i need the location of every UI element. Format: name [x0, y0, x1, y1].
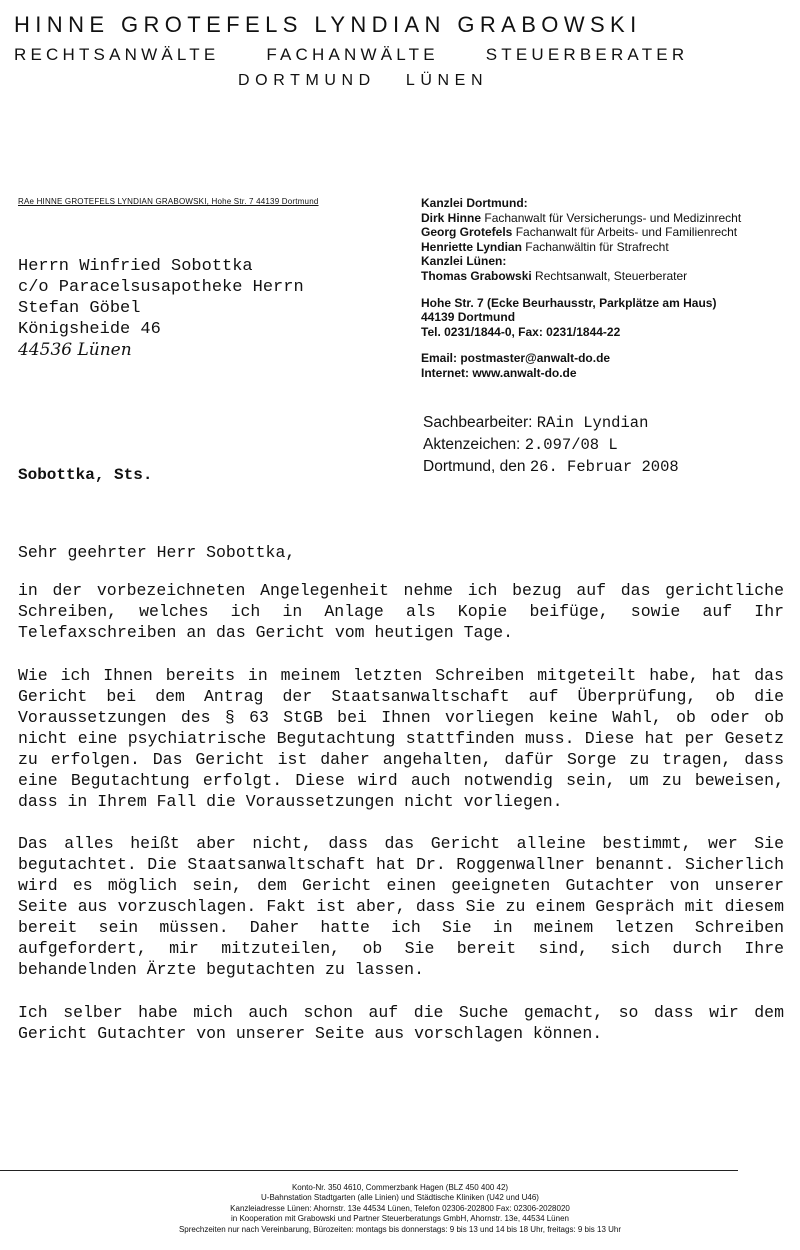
file-number-line: [423, 434, 679, 456]
footer-divider: [0, 1170, 738, 1171]
handwritten-postcode-city: 44536 Lünen: [18, 340, 132, 360]
lawyer-entry: [421, 225, 741, 240]
recipient-line: c/o Paracelsusapotheke Herrn: [18, 278, 304, 297]
lawyer-entry: [421, 240, 741, 255]
lawyer-title: Rechtsanwalt, Steuerberater: [535, 268, 688, 283]
lawyer-title: Fachanwalt für Arbeits- und Familienrecht: [515, 225, 738, 240]
footer-bank-line: Konto-Nr. 350 4610, Commerzbank Hagen (BLZ 450 400 42): [291, 1183, 509, 1192]
subject-line: Sobottka, Sts.: [18, 466, 153, 484]
office-internet: Internet: www.anwalt-do.de: [421, 365, 577, 380]
file-number-label: Aktenzeichen:: [423, 436, 521, 453]
lawyer-name: Henriette Lyndian: [421, 239, 522, 254]
footer-cooperation-line: in Kooperation mit Grabowski und Partner Steuerberatungs GmbH, Ahornstr. 13e, 44534 Lünen: [231, 1214, 569, 1224]
office-dortmund-heading: Kanzlei Dortmund:: [421, 196, 528, 210]
recipient-line: Herrn Winfried Sobottka: [18, 257, 253, 276]
date-value: 26. Februar 2008: [529, 458, 679, 476]
footer: [0, 1183, 800, 1235]
footer-hours-line: Sprechzeiten nur nach Vereinbarung, Bürozeiten: montags bis donnerstags: 9 bis 13 und 14 bis 18 Uhr, freitags: 9 bis 13 Uhr: [178, 1224, 622, 1234]
salutation: Sehr geehrter Herr Sobottka,: [18, 543, 296, 562]
file-number-value: 2.097/08 L: [524, 436, 618, 454]
date-label: Dortmund, den: [423, 458, 526, 475]
lawyer-name: Thomas Grabowski: [421, 268, 532, 283]
office-phone-fax: Tel. 0231/1844-0, Fax: 0231/1844-22: [421, 324, 621, 339]
footer-transit-line: U-Bahnstation Stadtgarten (alle Linien) und Städtische Kliniken (U42 und U46): [261, 1193, 539, 1203]
office-address: Hohe Str. 7 (Ecke Beurhausstr, Parkplätze am Haus): [421, 295, 717, 310]
body-paragraph: Wie ich Ihnen bereits in meinem letzten Schreiben mitgeteilt habe, hat das Gericht bei dem Antrag der Staatsanwaltschaft auf Überprüfung, ob die Voraussetzungen des § 63 StGB bei Ihnen vorliegen keine Wahl, ob oder ob nicht eine psychiatrische Begutachtung stattfinden muss. Diese hat per Gesetz zu erfolgen. Das Gericht ist daher angehalten, dafür Sorge zu tragen, dass eine Begutachtung erfolgt. Diese wird auch notwendig sein, um zu beweisen, dass in Ihrem Fall die Voraussetzungen nicht vorliegen.: [18, 666, 784, 811]
office-luenen-heading: Kanzlei Lünen:: [421, 254, 507, 269]
sender-return-line: RAe HINNE GROTEFELS LYNDIAN GRABOWSKI, Hohe Str. 7 44139 Dortmund: [18, 197, 319, 206]
lawyer-entry: [421, 211, 741, 226]
office-info: [421, 196, 741, 381]
clerk-line: [423, 412, 679, 434]
lawyer-name: Georg Grotefels: [421, 225, 513, 240]
body-paragraph: in der vorbezeichneten Angelegenheit nehme ich bezug auf das gerichtliche Schreiben, welches ich in Anlage als Kopie beifüge, sowie auf Ihr Telefaxschreiben an das Gericht vom heutigen Tage.: [18, 581, 784, 642]
reference-block: [423, 412, 679, 478]
footer-luenen-address-line: Kanzleiadresse Lünen: Ahornstr. 13e 44534 Lünen, Telefon 02306-202800 Fax: 02306-2028020: [230, 1203, 570, 1213]
lawyer-title: Fachanwalt für Versicherungs- und Medizinrecht: [484, 210, 742, 225]
recipient-line: Stefan Göbel: [18, 299, 141, 318]
office-postcode-city: 44139 Dortmund: [421, 310, 516, 325]
firm-cities: DORTMUND LÜNEN: [238, 72, 489, 89]
body-paragraph: Ich selber habe mich auch schon auf die Suche gemacht, so dass wir dem Gericht Gutachter von unserer Seite aus vorschlagen können.: [18, 1003, 784, 1043]
clerk-value: RAin Lyndian: [536, 414, 649, 432]
office-email: Email: postmaster@anwalt-do.de: [421, 351, 611, 366]
lawyer-name: Dirk Hinne: [421, 210, 482, 225]
body-paragraph: Das alles heißt aber nicht, dass das Gericht alleine bestimmt, wer Sie begutachtet. Die Staatsanwaltschaft hat Dr. Roggenwallner benannt. Sicherlich wird es möglich sein, dem Gericht einen geeigneten Gutachter von unserer Seite aus vorzuschlagen. Fakt ist aber, dass Sie zu einem Gespräch mit diesem bereit sein müssen. Daher hatte ich Sie in meinem letzen Schreiben aufgefordert, mir mitzuteilen, ob Sie bereit sind, sich durch Ihre behandelnden Ärzte begutachten zu lassen.: [18, 834, 784, 979]
firm-professions: RECHTSANWÄLTE FACHANWÄLTE STEUERBERATER: [14, 45, 689, 64]
recipient-address: [18, 256, 304, 361]
lawyer-title: Fachanwältin für Strafrecht: [525, 239, 669, 254]
recipient-line: Königsheide 46: [18, 320, 161, 339]
lawyer-entry: [421, 269, 741, 284]
firm-name: HINNE GROTEFELS LYNDIAN GRABOWSKI: [14, 12, 642, 37]
date-line: [423, 456, 679, 478]
letter-body: [18, 542, 784, 1044]
clerk-label: Sachbearbeiter:: [423, 414, 533, 431]
